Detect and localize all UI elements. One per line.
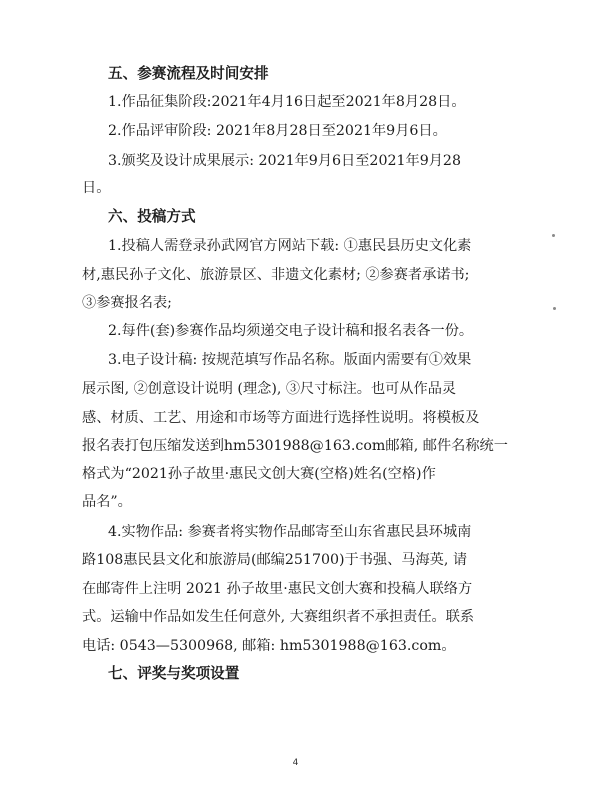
- paragraph-line: 感、材质、工艺、用途和市场等方面进行选择性说明。将模板及: [82, 410, 480, 426]
- paragraph-line: 式。运输中作品如发生任何意外, 大赛组织者不承担责任。联系: [82, 609, 475, 625]
- paragraph-line: 2.作品评审阶段: 2021年8月28日至2021年9月6日。: [108, 123, 447, 139]
- paragraph-line: 在邮寄件上注明 2021 孙子故里·惠民文创大赛和投稿人联络方: [82, 581, 473, 597]
- paragraph-line: 路108惠民县文化和旅游局(邮编251700)于书强、马海英, 请: [82, 552, 468, 568]
- paragraph-line: 日。: [82, 180, 111, 196]
- paragraph-line: 3.电子设计稿: 按规范填写作品名称。版面内需要有①效果: [108, 352, 472, 368]
- paragraph-line: 材,惠民孙子文化、旅游景区、非遗文化素材; ②参赛者承诺书;: [82, 267, 470, 283]
- section-heading-5: 五、参赛流程及时间安排: [108, 65, 269, 82]
- paragraph-line: ③参赛报名表;: [82, 295, 172, 311]
- paragraph-line: 格式为“2021孙子故里·惠民文创大赛(空格)姓名(空格)作: [82, 466, 436, 482]
- paragraph-line: 展示图, ②创意设计说明 (理念), ③尺寸标注。也可从作品灵: [82, 381, 457, 397]
- section-heading-7: 七、评奖与奖项设置: [108, 665, 240, 682]
- page-number: 4: [292, 758, 299, 768]
- paragraph-line: 电话: 0543—5300968, 邮箱: hm5301988@163.com。: [82, 638, 456, 654]
- paragraph-line: 1.作品征集阶段:2021年4月16日起至2021年8月28日。: [108, 94, 466, 110]
- scan-speck: [553, 307, 556, 310]
- paragraph-line: 品名”。: [82, 494, 132, 510]
- paragraph-line: 2.每件(套)参赛作品均须递交电子设计稿和报名表各一份。: [108, 323, 474, 339]
- paragraph-line: 3.颁奖及设计成果展示: 2021年9月6日至2021年9月28: [108, 153, 461, 169]
- section-heading-6: 六、投稿方式: [108, 208, 196, 225]
- scan-speck: [552, 234, 555, 237]
- paragraph-line: 报名表打包压缩发送到hm5301988@163.com邮箱, 邮件名称统一: [82, 438, 508, 454]
- paragraph-line: 1.投稿人需登录孙武网官方网站下载: ①惠民县历史文化素: [108, 238, 472, 254]
- paragraph-line: 4.实物作品: 参赛者将实物作品邮寄至山东省惠民县环城南: [108, 524, 472, 540]
